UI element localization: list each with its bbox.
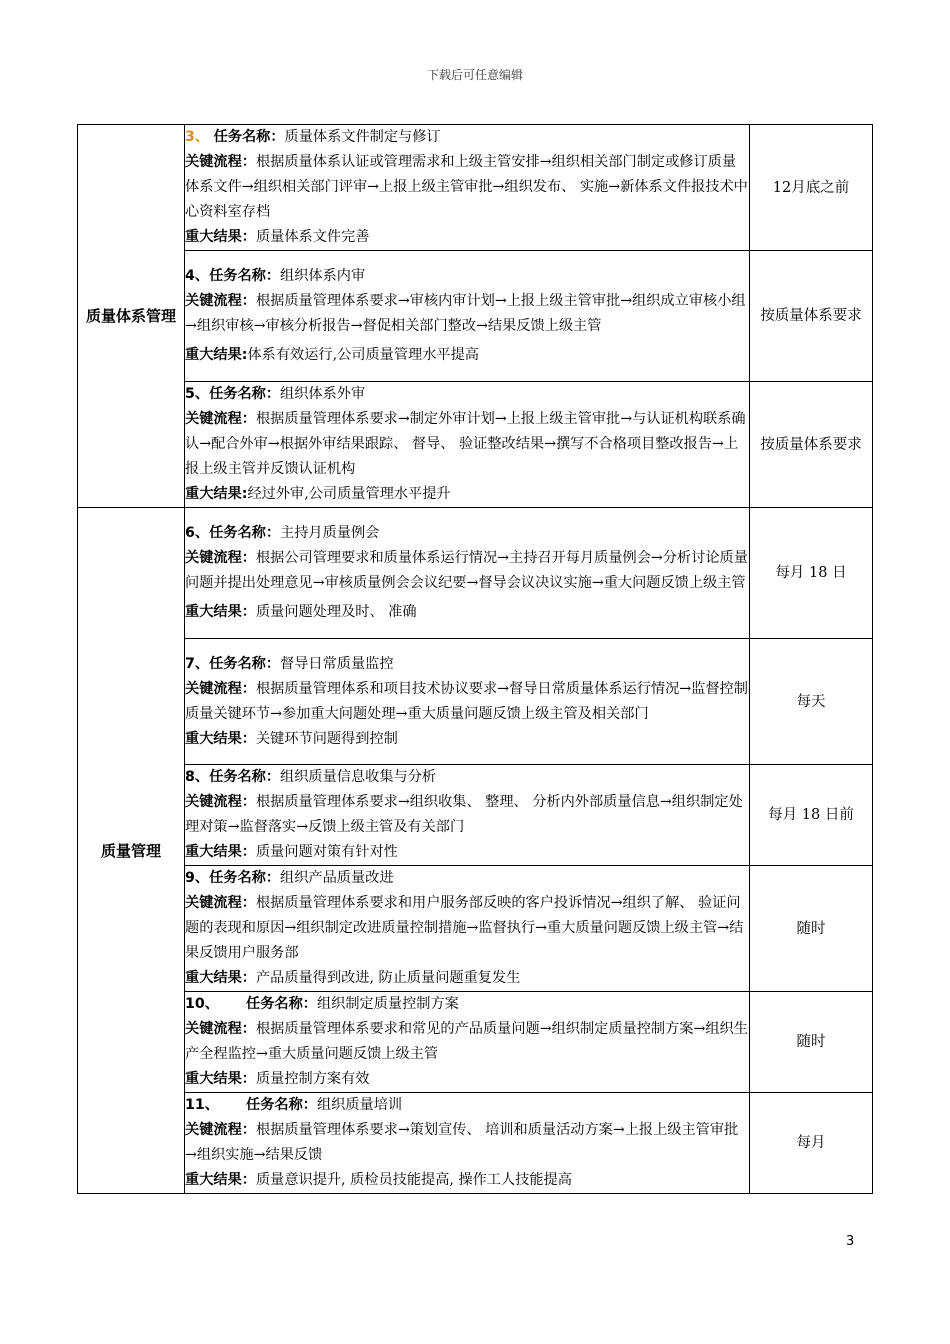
major-result-label: 重大结果： [185,229,256,245]
major-result: 质量体系文件完善 [255,229,370,245]
task-name-label: 任务名称： [209,386,281,402]
key-process-label: 关键流程： [185,1122,256,1138]
time-value: 每月 18 日 [775,565,847,581]
major-result-label: 重大结果： [185,730,256,747]
table-row [78,508,873,639]
task-number: 9、 [185,870,210,886]
task-cell [185,866,750,992]
task-name: 组织产品质量改进 [280,870,394,886]
table-row [78,1093,873,1194]
major-result: 质量意识提升, 质检员技能提高, 操作工人技能提高 [255,1172,572,1188]
task-name: 督导日常质量监控 [280,655,394,672]
task-cell [185,992,750,1093]
task-name: 质量体系文件制定与修订 [284,129,441,145]
category-cell [78,508,185,1194]
task-cell [185,251,750,382]
major-result: 体系有效运行,公司质量管理水平提高 [247,347,479,363]
task-cell [185,382,750,508]
key-process-label: 关键流程： [185,794,256,810]
time-cell [750,765,873,866]
major-result: 质量问题对策有针对性 [255,844,398,860]
table-row [78,765,873,866]
time-cell [750,382,873,508]
category-cell [78,125,185,508]
key-process-label: 关键流程： [185,895,256,911]
task-name: 组织制定质量控制方案 [316,996,459,1012]
key-process-label: 关键流程： [185,411,256,427]
task-number: 10、 [185,996,219,1012]
time-cell [750,125,873,251]
task-number: 8、 [185,769,210,785]
major-result: 产品质量得到改进, 防止质量问题重复发生 [255,970,521,986]
time-value: 每月 [796,1135,826,1151]
task-cell [185,1093,750,1194]
category-label: 质量管理 [100,841,161,860]
task-table [77,124,873,1194]
major-result: 关键环节问题得到控制 [255,730,398,747]
major-result: 质量问题处理及时、 准确 [255,604,417,620]
major-result: 质量控制方案有效 [255,1071,370,1087]
key-process: 根据质量管理体系和项目技术协议要求→督导日常质量体系运行情况→监督控制质量关键环节→参加重大问题处理→重大质量问题反馈上级主管及相关部门 [185,680,748,722]
key-process: 根据质量管理体系要求和用户服务部反映的客户投诉情况→组织了解、 验证问题的表现和原因→组织制定改进质量控制措施→监督执行→重大质量问题反馈上级主管→结果反馈用户服务部 [185,895,744,961]
key-process: 根据质量体系认证或管理需求和上级主管安排→组织相关部门制定或修订质量体系文件→组织相关部门评审→上报上级主管审批→组织发布、 实施→新体系文件报技术中心资料室存档 [185,154,748,220]
table-row [78,866,873,992]
major-result-label: 重大结果: [185,486,248,502]
time-cell [750,992,873,1093]
table-row [78,382,873,508]
task-name: 组织体系外审 [280,386,366,402]
table-row [78,251,873,382]
major-result-label: 重大结果： [185,604,256,620]
task-name-label: 任务名称： [213,129,285,145]
task-name-label: 任务名称： [246,1097,317,1113]
task-name: 组织质量信息收集与分析 [280,769,437,785]
header-note: 下载后可任意编辑 [426,68,523,82]
time-value: 按质量体系要求 [760,308,862,324]
key-process-label: 关键流程： [185,293,256,309]
task-cell [185,639,750,765]
key-process-label: 关键流程： [185,154,256,170]
task-number: 3、 [185,129,210,145]
task-name: 组织体系内审 [280,268,366,284]
task-number: 4、 [185,268,210,284]
time-value: 每天 [796,693,826,710]
time-cell [750,251,873,382]
task-cell [185,125,750,251]
task-number: 7、 [185,655,210,672]
key-process-label: 关键流程： [185,680,256,697]
time-cell [750,866,873,992]
category-label: 质量体系管理 [85,307,176,325]
task-name-label: 任务名称： [209,655,281,672]
major-result: 经过外审,公司质量管理水平提升 [247,486,451,502]
major-result-label: 重大结果： [185,1172,256,1188]
page-number: 3 [846,1234,855,1249]
time-value: 随时 [796,920,826,937]
task-number: 5、 [185,386,210,402]
task-name-label: 任务名称： [209,268,281,284]
key-process-label: 关键流程： [185,1021,256,1037]
task-name: 组织质量培训 [316,1097,403,1113]
key-process: 根据质量管理体系要求→策划宣传、 培训和质量活动方案→上报上级主管审批→组织实施→结果反馈 [185,1122,739,1163]
time-cell [750,508,873,639]
key-process: 根据质量管理体系要求→组织收集、 整理、 分析内外部质量信息→组织制定处理对策→监督落实→反馈上级主管及有关部门 [185,794,743,835]
major-result-label: 重大结果： [185,970,256,986]
major-result-label: 重大结果： [185,1071,256,1087]
major-result-label: 重大结果： [185,844,256,860]
key-process: 根据质量管理体系要求和常见的产品质量问题→组织制定质量控制方案→组织生产全程监控→重大质量问题反馈上级主管 [185,1021,748,1062]
key-process: 根据质量管理体系要求→制定外审计划→上报上级主管审批→与认证机构联系确认→配合外审→根据外审结果跟踪、 督导、 验证整改结果→撰写不合格项目整改报告→上报上级主管并反馈认证机构 [185,411,746,477]
table-row [78,639,873,765]
task-number: 11、 [185,1097,219,1113]
time-value: 按质量体系要求 [760,436,862,453]
task-name-label: 任务名称： [209,870,281,886]
key-process: 根据质量管理体系要求→审核内审计划→上报上级主管审批→组织成立审核小组→组织审核→审核分析报告→督促相关部门整改→结果反馈上级主管 [185,293,746,334]
time-value: 随时 [796,1034,826,1050]
task-name-label: 任务名称： [209,769,281,785]
time-value: 12月底之前 [772,179,850,196]
task-name: 主持月质量例会 [280,525,380,541]
task-name-label: 任务名称： [246,996,317,1012]
major-result-label: 重大结果: [185,347,248,363]
table-row [78,125,873,251]
key-process-label: 关键流程： [185,550,256,566]
task-name-label: 任务名称： [209,525,281,541]
task-cell [185,508,750,639]
key-process: 根据公司管理要求和质量体系运行情况→主持召开每月质量例会→分析讨论质量问题并提出处理意见→审核质量例会会议纪要→督导会议决议实施→重大问题反馈上级主管 [185,550,748,591]
time-cell [750,639,873,765]
time-cell [750,1093,873,1194]
task-number: 6、 [185,525,210,541]
task-cell [185,765,750,866]
table-row [78,992,873,1093]
time-value: 每月 18 日前 [768,807,854,823]
